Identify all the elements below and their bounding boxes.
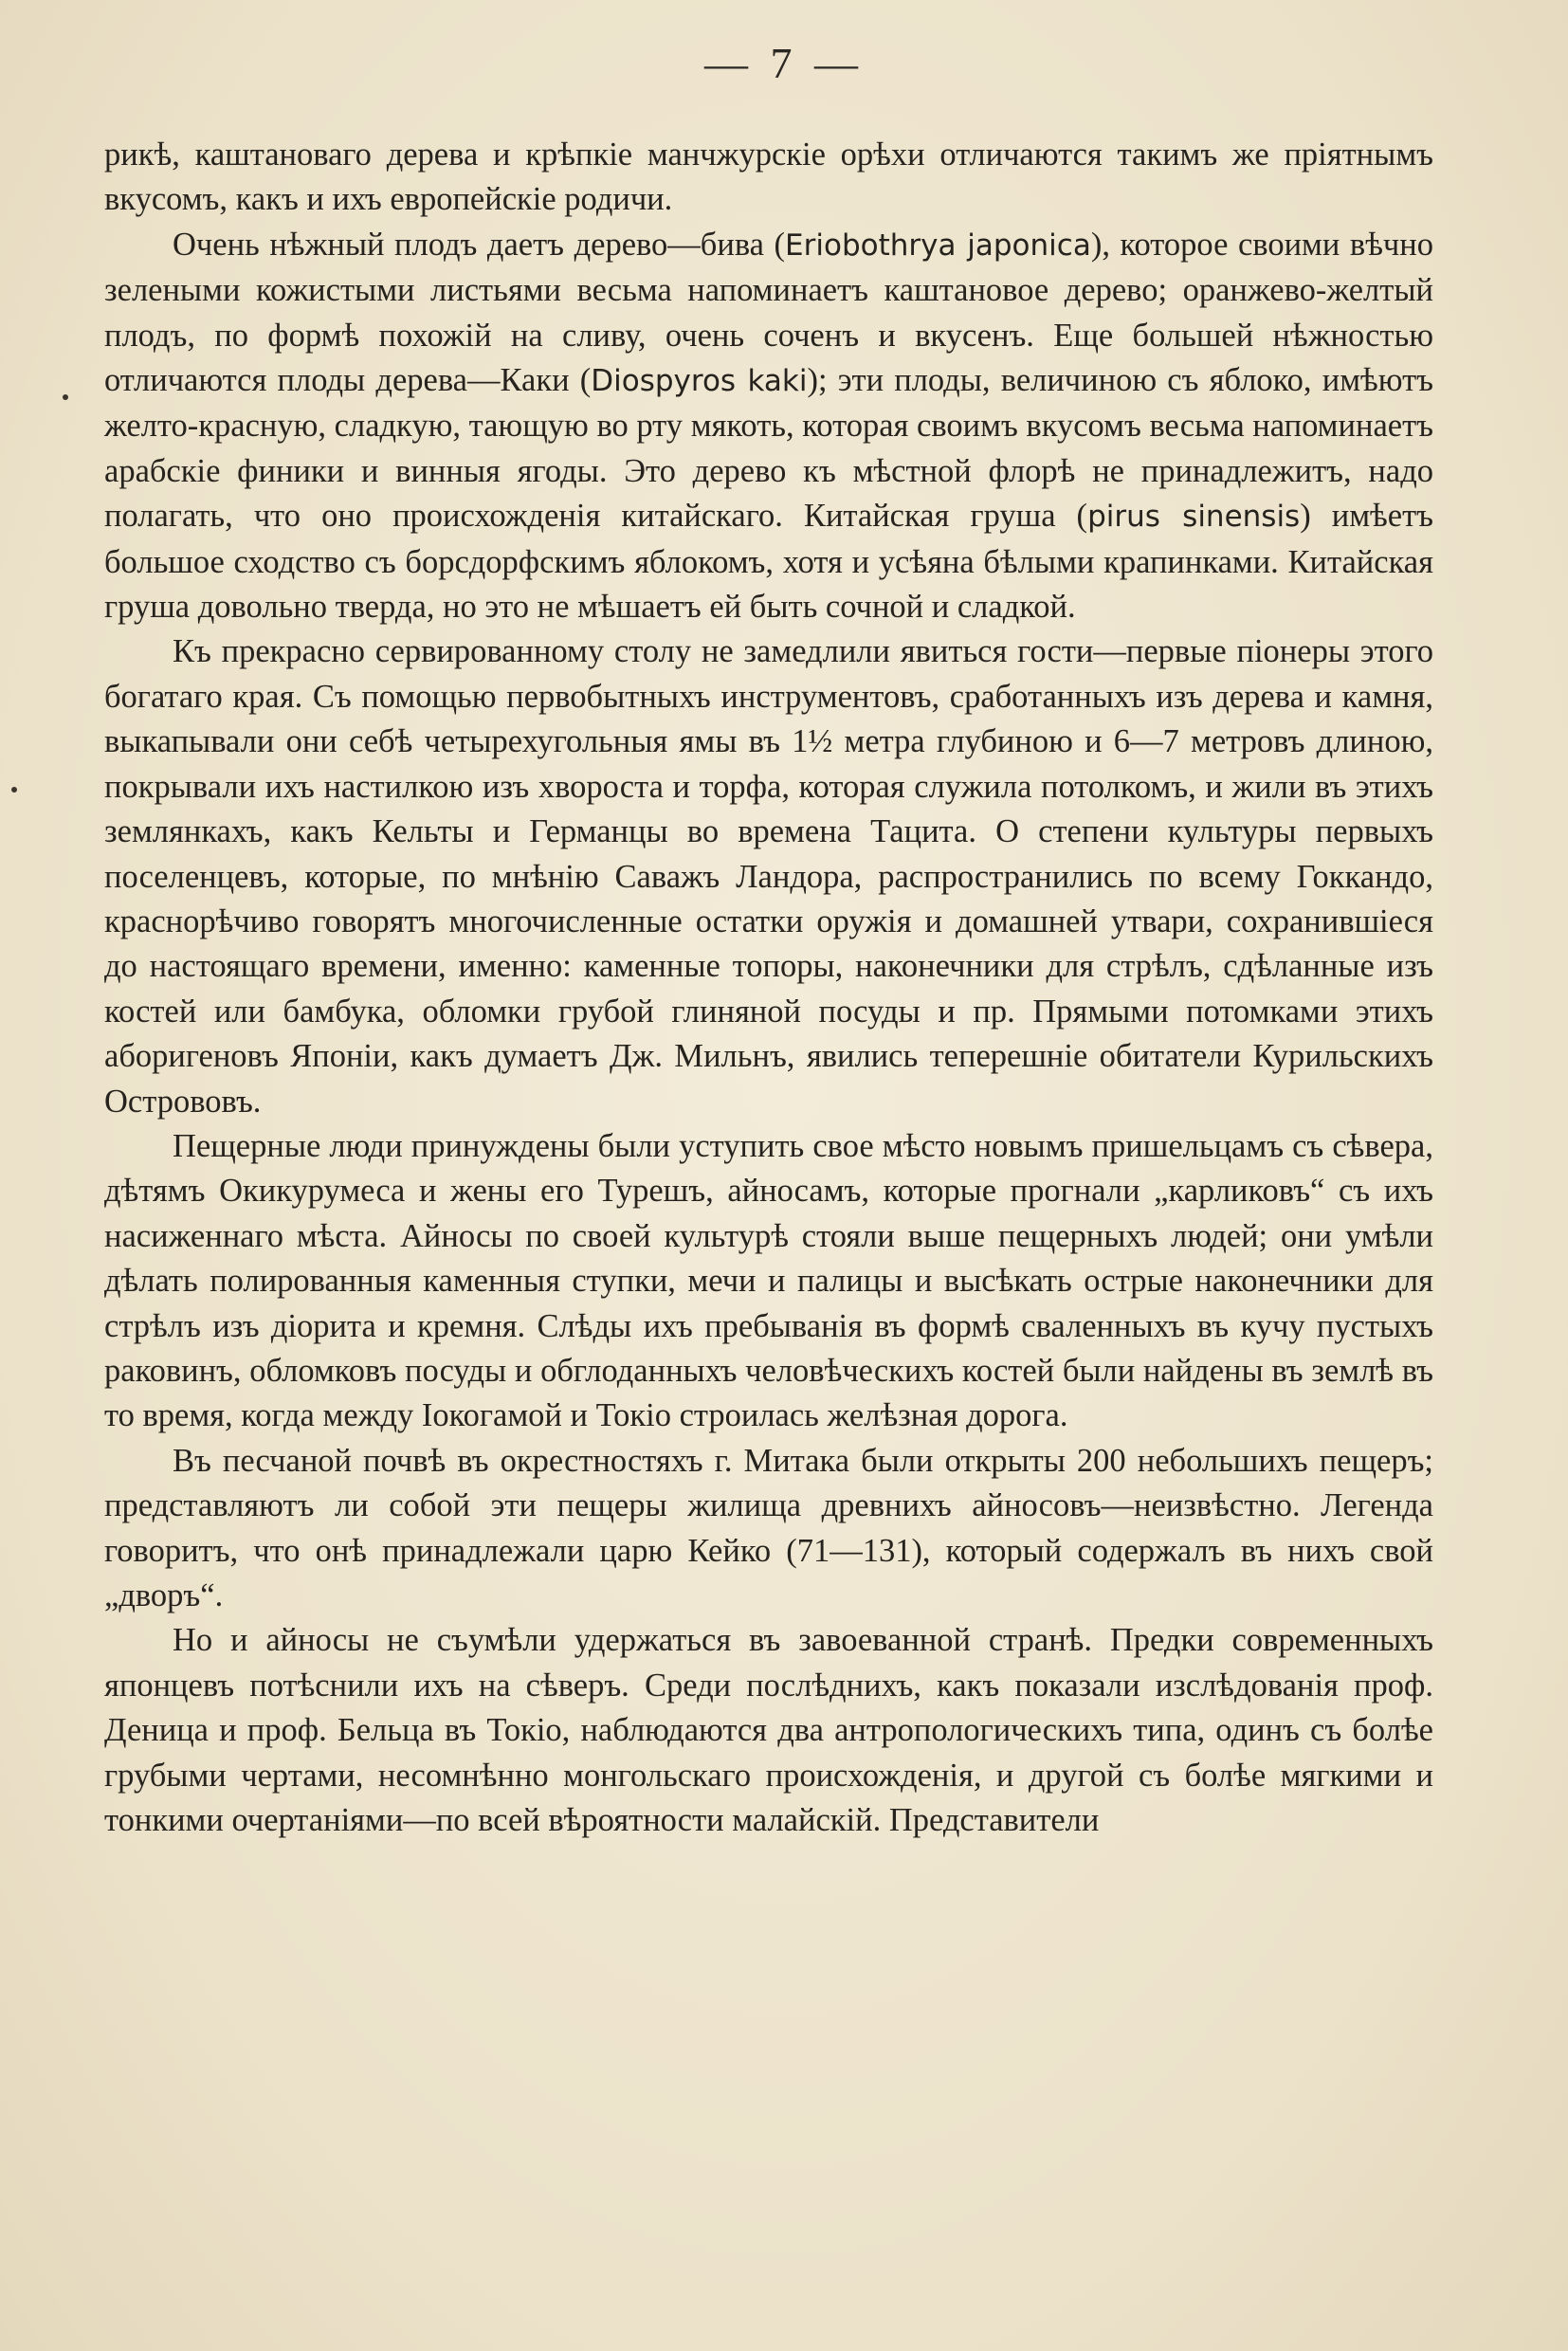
page-number: — 7 — xyxy=(704,39,864,87)
print-speck xyxy=(63,394,68,400)
latin-name-pirus: pirus sinensis xyxy=(1087,500,1301,535)
text-run: ), которое своими вѣчно зелеными кожистыми листьями весьма напоминаетъ каштановое дерево; оранжево-желтый плодъ, по формѣ похожій на сливу, очень соченъ и вкусенъ. Еще большей нѣжностью отличаются плоды дерева—Каки ( xyxy=(104,226,1433,399)
latin-name-eriobothrya: Eriobothrya japonica xyxy=(785,228,1091,263)
paragraph-pioneers: Къ прекрасно сервированному столу не замедлили явиться гости—первые піонеры этого богатаго края. Съ помощью первобытныхъ инструментовъ, сработанныхъ изъ дерева и камня, выкапывали они себѣ четырехугольныя ямы въ 1½ метра глубиною и 6—7 метровъ длиною, покрывали ихъ настилкою изъ хвороста и торфа, которая служила потолкомъ, и жили въ этихъ землянкахъ, какъ Кельты и Германцы во времена Тацита. О степени культуры первыхъ поселенцевъ, которые, по мнѣнію Саважъ Ландора, распространились по всему Гоккандо, краснорѣчиво говорятъ многочисленные остатки оружія и домашней утвари, сохранившіеся до настоящаго времени, именно: каменные топоры, наконечники для стрѣлъ, сдѣланные изъ костей или бамбука, обломки грубой глиняной посуды и пр. Прямыми потомками этихъ аборигеновъ Японіи, какъ думаетъ Дж. Мильнъ, явились теперешніе обитатели Курильскихъ Острововъ. xyxy=(104,633,1433,1120)
text-run: ) имѣетъ большое сходство съ борсдорфскимъ яблокомъ, хотя и усѣяна бѣлыми крапинками. Китайская груша довольно тверда, но это не мѣшаетъ ей быть сочной и сладкой. xyxy=(104,498,1434,626)
paragraph-fruits xyxy=(104,223,1433,630)
print-speck xyxy=(11,787,17,793)
text-run: Очень нѣжный плодъ даетъ дерево—бива ( xyxy=(173,226,786,263)
paragraph-ainu: Пещерные люди принуждены были уступить свое мѣсто новымъ пришельцамъ съ сѣвера, дѣтямъ Окикурумеса и жены его Турешъ, айносамъ, которые прогнали „карликовъ“ съ ихъ насиженнаго мѣста. Айносы по своей культурѣ стояли выше пещерныхъ людей; они умѣли дѣлать полированныя каменныя ступки, мечи и палицы и высѣкать острые наконечники для стрѣлъ изъ діорита и кремня. Слѣды ихъ пребыванія въ формѣ сваленныхъ въ кучу пустыхъ раковинъ, обломковъ посуды и обглоданныхъ человѣческихъ костей были найдены въ землѣ въ то время, когда между Іокогамой и Токіо строилась желѣзная дорога. xyxy=(104,1127,1433,1434)
page-body xyxy=(104,133,1433,1843)
paragraph-ancestors: Но и айносы не съумѣли удержаться въ завоеванной странѣ. Предки современныхъ японцевъ потѣснили ихъ на сѣверъ. Среди послѣднихъ, какъ показали изслѣдованія проф. Деница и проф. Бельца въ Токіо, наблюдаются два антропологическихъ типа, одинъ съ болѣе грубыми чертами, несомнѣнно монгольскаго происхожденія, и другой съ болѣе мягкими и тонкими очертаніями—по всей вѣроятности малайскій. Представители xyxy=(104,1622,1433,1839)
latin-name-diospyros: Diospyros kaki xyxy=(591,364,808,399)
text-run: ); эти плоды, величиною съ яблоко, имѣютъ желто-красную, сладкую, тающую во рту мякоть, которая своимъ вкусомъ весьма напоминаетъ арабскіе финики и винныя ягоды. Это дерево къ мѣстной флорѣ не принадлежитъ, надо полагать, что оно происхожденія китайскаго. Китайская груша ( xyxy=(104,362,1433,535)
paragraph-continued: рикѣ, каштановаго дерева и крѣпкіе манчжурскіе орѣхи отличаются такимъ же пріятнымъ вкусомъ, какъ и ихъ европейскіе родичи. xyxy=(104,137,1433,218)
paragraph-caves: Въ песчаной почвѣ въ окрестностяхъ г. Митака были открыты 200 небольшихъ пещеръ; представляютъ ли собой эти пещеры жилища древнихъ айносовъ—неизвѣстно. Легенда говоритъ, что онѣ принадлежали царю Кейко (71—131), который содержалъ въ нихъ свой „дворъ“. xyxy=(104,1442,1433,1613)
